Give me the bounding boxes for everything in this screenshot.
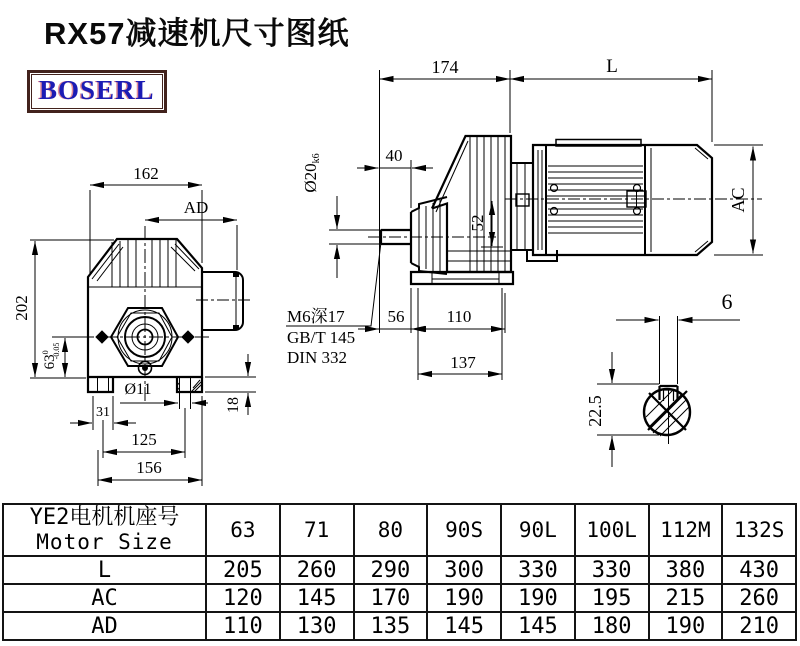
brand-logo-text: BOSERL bbox=[39, 75, 155, 105]
dim-label-40: 40 bbox=[385, 146, 403, 165]
column-header: 90L bbox=[501, 504, 575, 556]
value-cell: 195 bbox=[575, 584, 649, 612]
row-label: AC bbox=[3, 584, 206, 612]
label-m6-thread: M6深17 bbox=[287, 307, 345, 326]
dim-label-18: 18 bbox=[225, 397, 242, 413]
brand-logo-frame bbox=[31, 74, 163, 109]
dim-label-156: 156 bbox=[136, 458, 162, 477]
column-header: 100L bbox=[575, 504, 649, 556]
column-header: 90S bbox=[427, 504, 501, 556]
table-row-L bbox=[3, 556, 796, 584]
header-motor-size-en: Motor Size bbox=[36, 530, 173, 554]
value-cell: 145 bbox=[280, 584, 354, 612]
dim-label-174: 174 bbox=[431, 57, 459, 77]
brand-logo-box bbox=[27, 70, 167, 113]
value-cell: 205 bbox=[206, 556, 280, 584]
view-shaft-section bbox=[597, 316, 740, 467]
value-cell: 215 bbox=[649, 584, 723, 612]
dim-label-6: 6 bbox=[721, 289, 733, 314]
dim-label-137: 137 bbox=[450, 353, 476, 372]
label-din-332: DIN 332 bbox=[287, 348, 347, 367]
dim-label-52: 52 bbox=[468, 214, 487, 232]
value-cell: 210 bbox=[722, 612, 796, 640]
dim-label-dia20k6: Ø20k6 bbox=[301, 153, 322, 193]
value-cell: 190 bbox=[501, 584, 575, 612]
label-gbt-145: GB/T 145 bbox=[287, 328, 356, 347]
value-cell: 145 bbox=[427, 612, 501, 640]
view-side bbox=[368, 136, 762, 284]
row-label: AD bbox=[3, 612, 206, 640]
dim-label-56: 56 bbox=[387, 307, 405, 326]
value-cell: 130 bbox=[280, 612, 354, 640]
column-header: 80 bbox=[354, 504, 428, 556]
value-cell: 260 bbox=[722, 584, 796, 612]
value-cell: 260 bbox=[280, 556, 354, 584]
dim-label-110: 110 bbox=[446, 307, 472, 326]
table-header-row bbox=[3, 504, 796, 556]
header-motor-size bbox=[3, 504, 206, 556]
value-cell: 145 bbox=[501, 612, 575, 640]
value-cell: 190 bbox=[427, 584, 501, 612]
value-cell: 430 bbox=[722, 556, 796, 584]
dim-label-AC: AC bbox=[728, 187, 748, 213]
value-cell: 190 bbox=[649, 612, 723, 640]
column-header: 112M bbox=[649, 504, 723, 556]
dim-label-63-tol: $63^0$ -0.05 bbox=[41, 342, 61, 370]
dim-label-22-5: 22.5 bbox=[585, 395, 605, 427]
value-cell: 120 bbox=[206, 584, 280, 612]
dim-label-dia11: Ø11 bbox=[124, 381, 152, 398]
dim-label-AD: AD bbox=[183, 198, 209, 217]
column-header: 63 bbox=[206, 504, 280, 556]
dim-label-L: L bbox=[606, 56, 618, 77]
table-row-AD bbox=[3, 612, 796, 640]
value-cell: 330 bbox=[501, 556, 575, 584]
value-cell: 135 bbox=[354, 612, 428, 640]
dim-label-31: 31 bbox=[96, 405, 110, 420]
dim-label-125: 125 bbox=[131, 430, 157, 449]
column-header: 71 bbox=[280, 504, 354, 556]
dim-label-162: 162 bbox=[133, 164, 159, 183]
value-cell: 290 bbox=[354, 556, 428, 584]
column-header: 132S bbox=[722, 504, 796, 556]
table-row-AC bbox=[3, 584, 796, 612]
page-title: RX57减速机尺寸图纸 bbox=[44, 16, 350, 51]
value-cell: 330 bbox=[575, 556, 649, 584]
row-label: L bbox=[3, 556, 206, 584]
value-cell: 180 bbox=[575, 612, 649, 640]
value-cell: 110 bbox=[206, 612, 280, 640]
value-cell: 380 bbox=[649, 556, 723, 584]
value-cell: 300 bbox=[427, 556, 501, 584]
header-motor-size-cn: YE2电机机座号 bbox=[29, 505, 180, 530]
value-cell: 170 bbox=[354, 584, 428, 612]
view-front bbox=[80, 226, 252, 402]
dim-label-202: 202 bbox=[12, 295, 31, 321]
motor-size-table bbox=[2, 503, 797, 641]
